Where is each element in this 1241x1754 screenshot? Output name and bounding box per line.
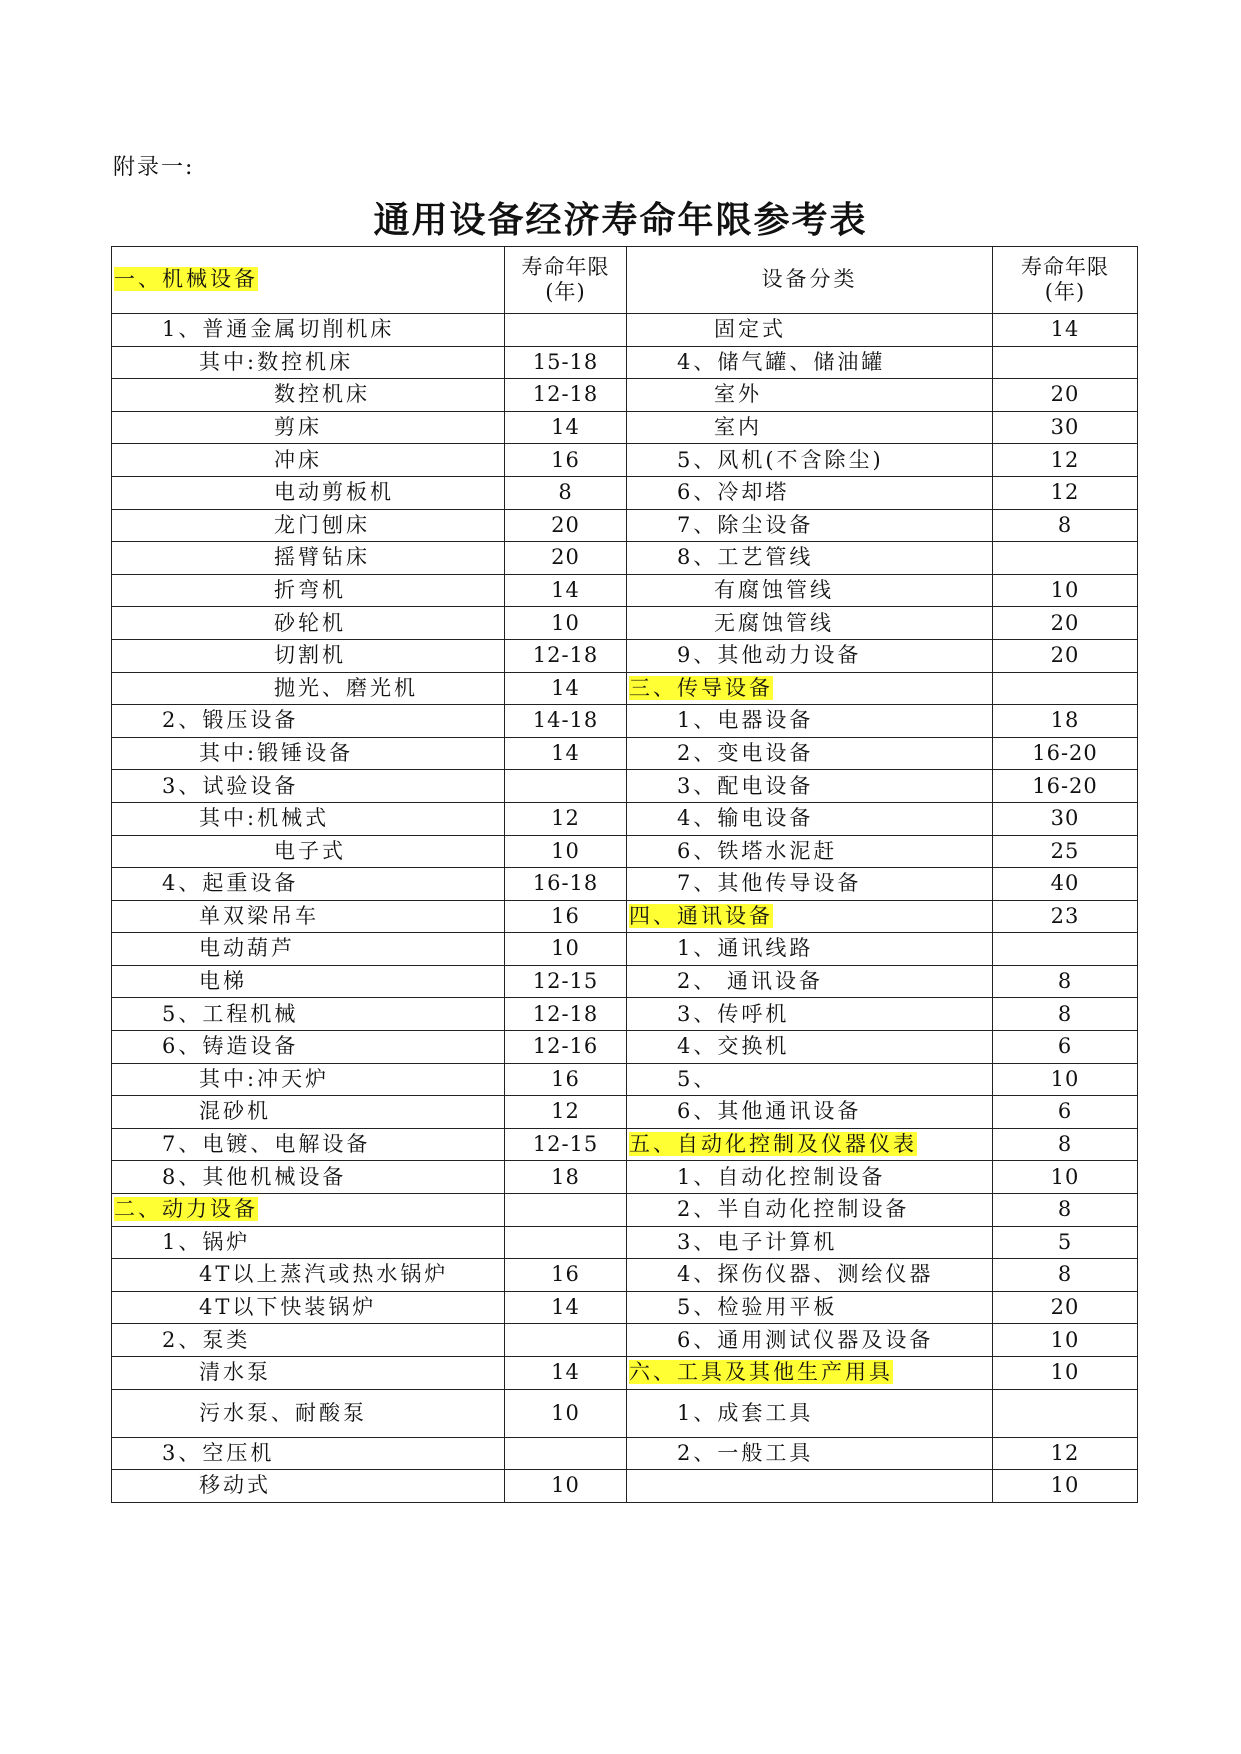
right-life-years: 14 [993, 314, 1138, 347]
table-row [112, 379, 1138, 412]
right-item-name: 1、电器设备 [627, 705, 993, 738]
left-life-years: 12-15 [505, 1128, 627, 1161]
right-life-years: 12 [993, 444, 1138, 477]
left-item-name: 砂轮机 [112, 607, 505, 640]
table-row [112, 900, 1138, 933]
table-row [112, 1324, 1138, 1357]
right-life-years: 20 [993, 639, 1138, 672]
right-life-years: 10 [993, 1161, 1138, 1194]
right-life-years: 10 [993, 1470, 1138, 1503]
left-life-years: 10 [505, 1389, 627, 1437]
right-item-name [627, 900, 993, 933]
section-heading: 二、动力设备 [114, 1197, 258, 1222]
right-life-years: 12 [993, 1437, 1138, 1470]
table-row [112, 933, 1138, 966]
right-life-years: 16-20 [993, 770, 1138, 803]
right-life-years: 10 [993, 1324, 1138, 1357]
left-item-name: 电动葫芦 [112, 933, 505, 966]
right-life-years: 20 [993, 1291, 1138, 1324]
right-item-name: 6、铁塔水泥赶 [627, 835, 993, 868]
right-life-years: 16-20 [993, 737, 1138, 770]
table-row [112, 542, 1138, 575]
right-life-years: 18 [993, 705, 1138, 738]
table-row [112, 1031, 1138, 1064]
left-life-years: 12-16 [505, 1031, 627, 1064]
left-life-years: 12-18 [505, 998, 627, 1031]
left-item-name: 3、空压机 [112, 1437, 505, 1470]
right-item-name: 4、探伤仪器、测绘仪器 [627, 1259, 993, 1292]
right-item-name: 室外 [627, 379, 993, 412]
right-item-name: 2、半自动化控制设备 [627, 1194, 993, 1227]
right-item-name: 7、除尘设备 [627, 509, 993, 542]
left-item-name: 2、锻压设备 [112, 705, 505, 738]
left-item-name: 1、锅炉 [112, 1226, 505, 1259]
right-item-name: 无腐蚀管线 [627, 607, 993, 640]
left-item-name: 其中:锻锤设备 [112, 737, 505, 770]
right-item-name: 3、传呼机 [627, 998, 993, 1031]
right-item-name: 3、电子计算机 [627, 1226, 993, 1259]
right-item-name: 有腐蚀管线 [627, 574, 993, 607]
left-item-name: 6、铸造设备 [112, 1031, 505, 1064]
left-life-years: 12 [505, 802, 627, 835]
table-row [112, 1226, 1138, 1259]
table-row [112, 705, 1138, 738]
right-life-years [993, 1389, 1138, 1437]
page-title: 通用设备经济寿命年限参考表 [373, 199, 868, 241]
table-row [112, 965, 1138, 998]
left-life-years: 10 [505, 933, 627, 966]
table-row [112, 1389, 1138, 1437]
left-life-years: 20 [505, 509, 627, 542]
table-row [112, 607, 1138, 640]
right-item-name: 7、其他传导设备 [627, 868, 993, 901]
left-item-name: 单双梁吊车 [112, 900, 505, 933]
table-row [112, 574, 1138, 607]
section-heading: 五、自动化控制及仪器仪表 [629, 1132, 917, 1157]
col-header-life-line1: 寿命年限 [521, 254, 610, 279]
left-item-name: 龙门刨床 [112, 509, 505, 542]
left-item-name: 剪床 [112, 411, 505, 444]
table-row [112, 835, 1138, 868]
right-item-name: 9、其他动力设备 [627, 639, 993, 672]
right-life-years [993, 346, 1138, 379]
left-life-years: 12-15 [505, 965, 627, 998]
left-item-name: 8、其他机械设备 [112, 1161, 505, 1194]
table-row [112, 411, 1138, 444]
table-row [112, 672, 1138, 705]
right-item-name: 5、 [627, 1063, 993, 1096]
equipment-life-table [111, 246, 1138, 1503]
left-item-name: 混砂机 [112, 1096, 505, 1129]
left-item-name: 1、普通金属切削机床 [112, 314, 505, 347]
section-heading: 四、通讯设备 [629, 903, 773, 928]
left-life-years: 16 [505, 1259, 627, 1292]
col-header-category: 设备分类 [627, 247, 993, 314]
left-item-name: 3、试验设备 [112, 770, 505, 803]
right-item-name: 1、自动化控制设备 [627, 1161, 993, 1194]
left-item-name: 其中:机械式 [112, 802, 505, 835]
left-item-name: 4T以下快装锅炉 [112, 1291, 505, 1324]
table-row [112, 639, 1138, 672]
right-life-years: 10 [993, 1063, 1138, 1096]
left-item-name: 4T以上蒸汽或热水锅炉 [112, 1259, 505, 1292]
section-heading-mechanical: 一、机械设备 [112, 247, 505, 314]
left-item-name: 2、泵类 [112, 1324, 505, 1357]
section-heading: 三、传导设备 [629, 675, 773, 700]
right-item-name: 2、变电设备 [627, 737, 993, 770]
left-item-name: 清水泵 [112, 1357, 505, 1390]
table-row [112, 1470, 1138, 1503]
right-life-years: 6 [993, 1096, 1138, 1129]
right-life-years: 20 [993, 607, 1138, 640]
right-item-name: 1、通讯线路 [627, 933, 993, 966]
left-item-name: 折弯机 [112, 574, 505, 607]
left-item-name: 5、工程机械 [112, 998, 505, 1031]
right-item-name: 6、其他通讯设备 [627, 1096, 993, 1129]
right-item-name: 4、储气罐、储油罐 [627, 346, 993, 379]
right-life-years: 8 [993, 998, 1138, 1031]
right-life-years: 8 [993, 1194, 1138, 1227]
table-row [112, 444, 1138, 477]
right-item-name: 3、配电设备 [627, 770, 993, 803]
right-life-years: 6 [993, 1031, 1138, 1064]
right-life-years: 25 [993, 835, 1138, 868]
left-life-years: 10 [505, 1470, 627, 1503]
left-life-years: 16 [505, 900, 627, 933]
right-life-years: 12 [993, 476, 1138, 509]
right-life-years: 20 [993, 379, 1138, 412]
right-item-name: 2、 通讯设备 [627, 965, 993, 998]
right-life-years: 30 [993, 411, 1138, 444]
left-life-years [505, 770, 627, 803]
left-life-years: 12-18 [505, 639, 627, 672]
right-item-name: 1、成套工具 [627, 1389, 993, 1437]
left-life-years [505, 1437, 627, 1470]
left-item-name: 电梯 [112, 965, 505, 998]
table-row [112, 998, 1138, 1031]
right-life-years: 5 [993, 1226, 1138, 1259]
left-life-years [505, 1226, 627, 1259]
table-row [112, 1096, 1138, 1129]
table-row [112, 1357, 1138, 1390]
appendix-label: 附录一: [113, 155, 195, 180]
left-life-years: 14-18 [505, 705, 627, 738]
left-item-name [112, 1194, 505, 1227]
right-item-name [627, 1128, 993, 1161]
table-row [112, 476, 1138, 509]
right-life-years: 8 [993, 1128, 1138, 1161]
right-item-name: 6、冷却塔 [627, 476, 993, 509]
left-life-years: 12-18 [505, 379, 627, 412]
right-item-name [627, 1470, 993, 1503]
table-row [112, 1128, 1138, 1161]
table-row [112, 1259, 1138, 1292]
table-row [112, 509, 1138, 542]
right-item-name: 8、工艺管线 [627, 542, 993, 575]
table-row [112, 1437, 1138, 1470]
right-item-name: 4、输电设备 [627, 802, 993, 835]
left-life-years [505, 314, 627, 347]
col-header-life-years-right: 寿命年限 (年) [993, 247, 1138, 314]
left-life-years: 10 [505, 607, 627, 640]
right-life-years: 30 [993, 802, 1138, 835]
left-life-years: 16-18 [505, 868, 627, 901]
left-item-name: 4、起重设备 [112, 868, 505, 901]
right-item-name: 固定式 [627, 314, 993, 347]
right-life-years [993, 542, 1138, 575]
left-life-years: 20 [505, 542, 627, 575]
left-life-years: 14 [505, 574, 627, 607]
table-row [112, 314, 1138, 347]
left-life-years: 14 [505, 672, 627, 705]
section-heading: 六、工具及其他生产用具 [629, 1360, 893, 1385]
left-item-name: 电子式 [112, 835, 505, 868]
right-life-years: 10 [993, 574, 1138, 607]
right-life-years: 40 [993, 868, 1138, 901]
right-item-name [627, 672, 993, 705]
right-life-years: 8 [993, 509, 1138, 542]
left-item-name: 切割机 [112, 639, 505, 672]
right-item-name: 6、通用测试仪器及设备 [627, 1324, 993, 1357]
table-row [112, 1194, 1138, 1227]
right-item-name: 5、风机(不含除尘) [627, 444, 993, 477]
right-life-years: 23 [993, 900, 1138, 933]
table-row [112, 1161, 1138, 1194]
right-item-name [627, 1357, 993, 1390]
left-life-years: 14 [505, 737, 627, 770]
right-life-years: 8 [993, 965, 1138, 998]
right-life-years [993, 672, 1138, 705]
left-item-name: 7、电镀、电解设备 [112, 1128, 505, 1161]
left-item-name: 冲床 [112, 444, 505, 477]
left-life-years [505, 1324, 627, 1357]
left-life-years: 14 [505, 411, 627, 444]
left-item-name: 移动式 [112, 1470, 505, 1503]
left-item-name: 其中:数控机床 [112, 346, 505, 379]
left-life-years: 8 [505, 476, 627, 509]
left-life-years: 14 [505, 1291, 627, 1324]
left-life-years [505, 1194, 627, 1227]
right-life-years: 10 [993, 1357, 1138, 1390]
left-life-years: 16 [505, 1063, 627, 1096]
table-row [112, 1291, 1138, 1324]
left-item-name: 其中:冲天炉 [112, 1063, 505, 1096]
right-life-years: 8 [993, 1259, 1138, 1292]
left-life-years: 10 [505, 835, 627, 868]
left-life-years: 16 [505, 444, 627, 477]
table-row [112, 1063, 1138, 1096]
right-item-name: 4、交换机 [627, 1031, 993, 1064]
table-row [112, 737, 1138, 770]
right-item-name: 室内 [627, 411, 993, 444]
left-life-years: 15-18 [505, 346, 627, 379]
table-row [112, 346, 1138, 379]
left-life-years: 12 [505, 1096, 627, 1129]
left-item-name: 污水泵、耐酸泵 [112, 1389, 505, 1437]
left-item-name: 摇臂钻床 [112, 542, 505, 575]
left-item-name: 抛光、磨光机 [112, 672, 505, 705]
table-row [112, 770, 1138, 803]
table-row [112, 868, 1138, 901]
right-item-name: 5、检验用平板 [627, 1291, 993, 1324]
right-life-years [993, 933, 1138, 966]
left-life-years: 14 [505, 1357, 627, 1390]
right-item-name: 2、一般工具 [627, 1437, 993, 1470]
left-item-name: 数控机床 [112, 379, 505, 412]
table-row [112, 802, 1138, 835]
left-life-years: 18 [505, 1161, 627, 1194]
table-header-row [112, 247, 1138, 314]
col-header-life-years-left: 寿命年限 (年) [505, 247, 627, 314]
left-item-name: 电动剪板机 [112, 476, 505, 509]
